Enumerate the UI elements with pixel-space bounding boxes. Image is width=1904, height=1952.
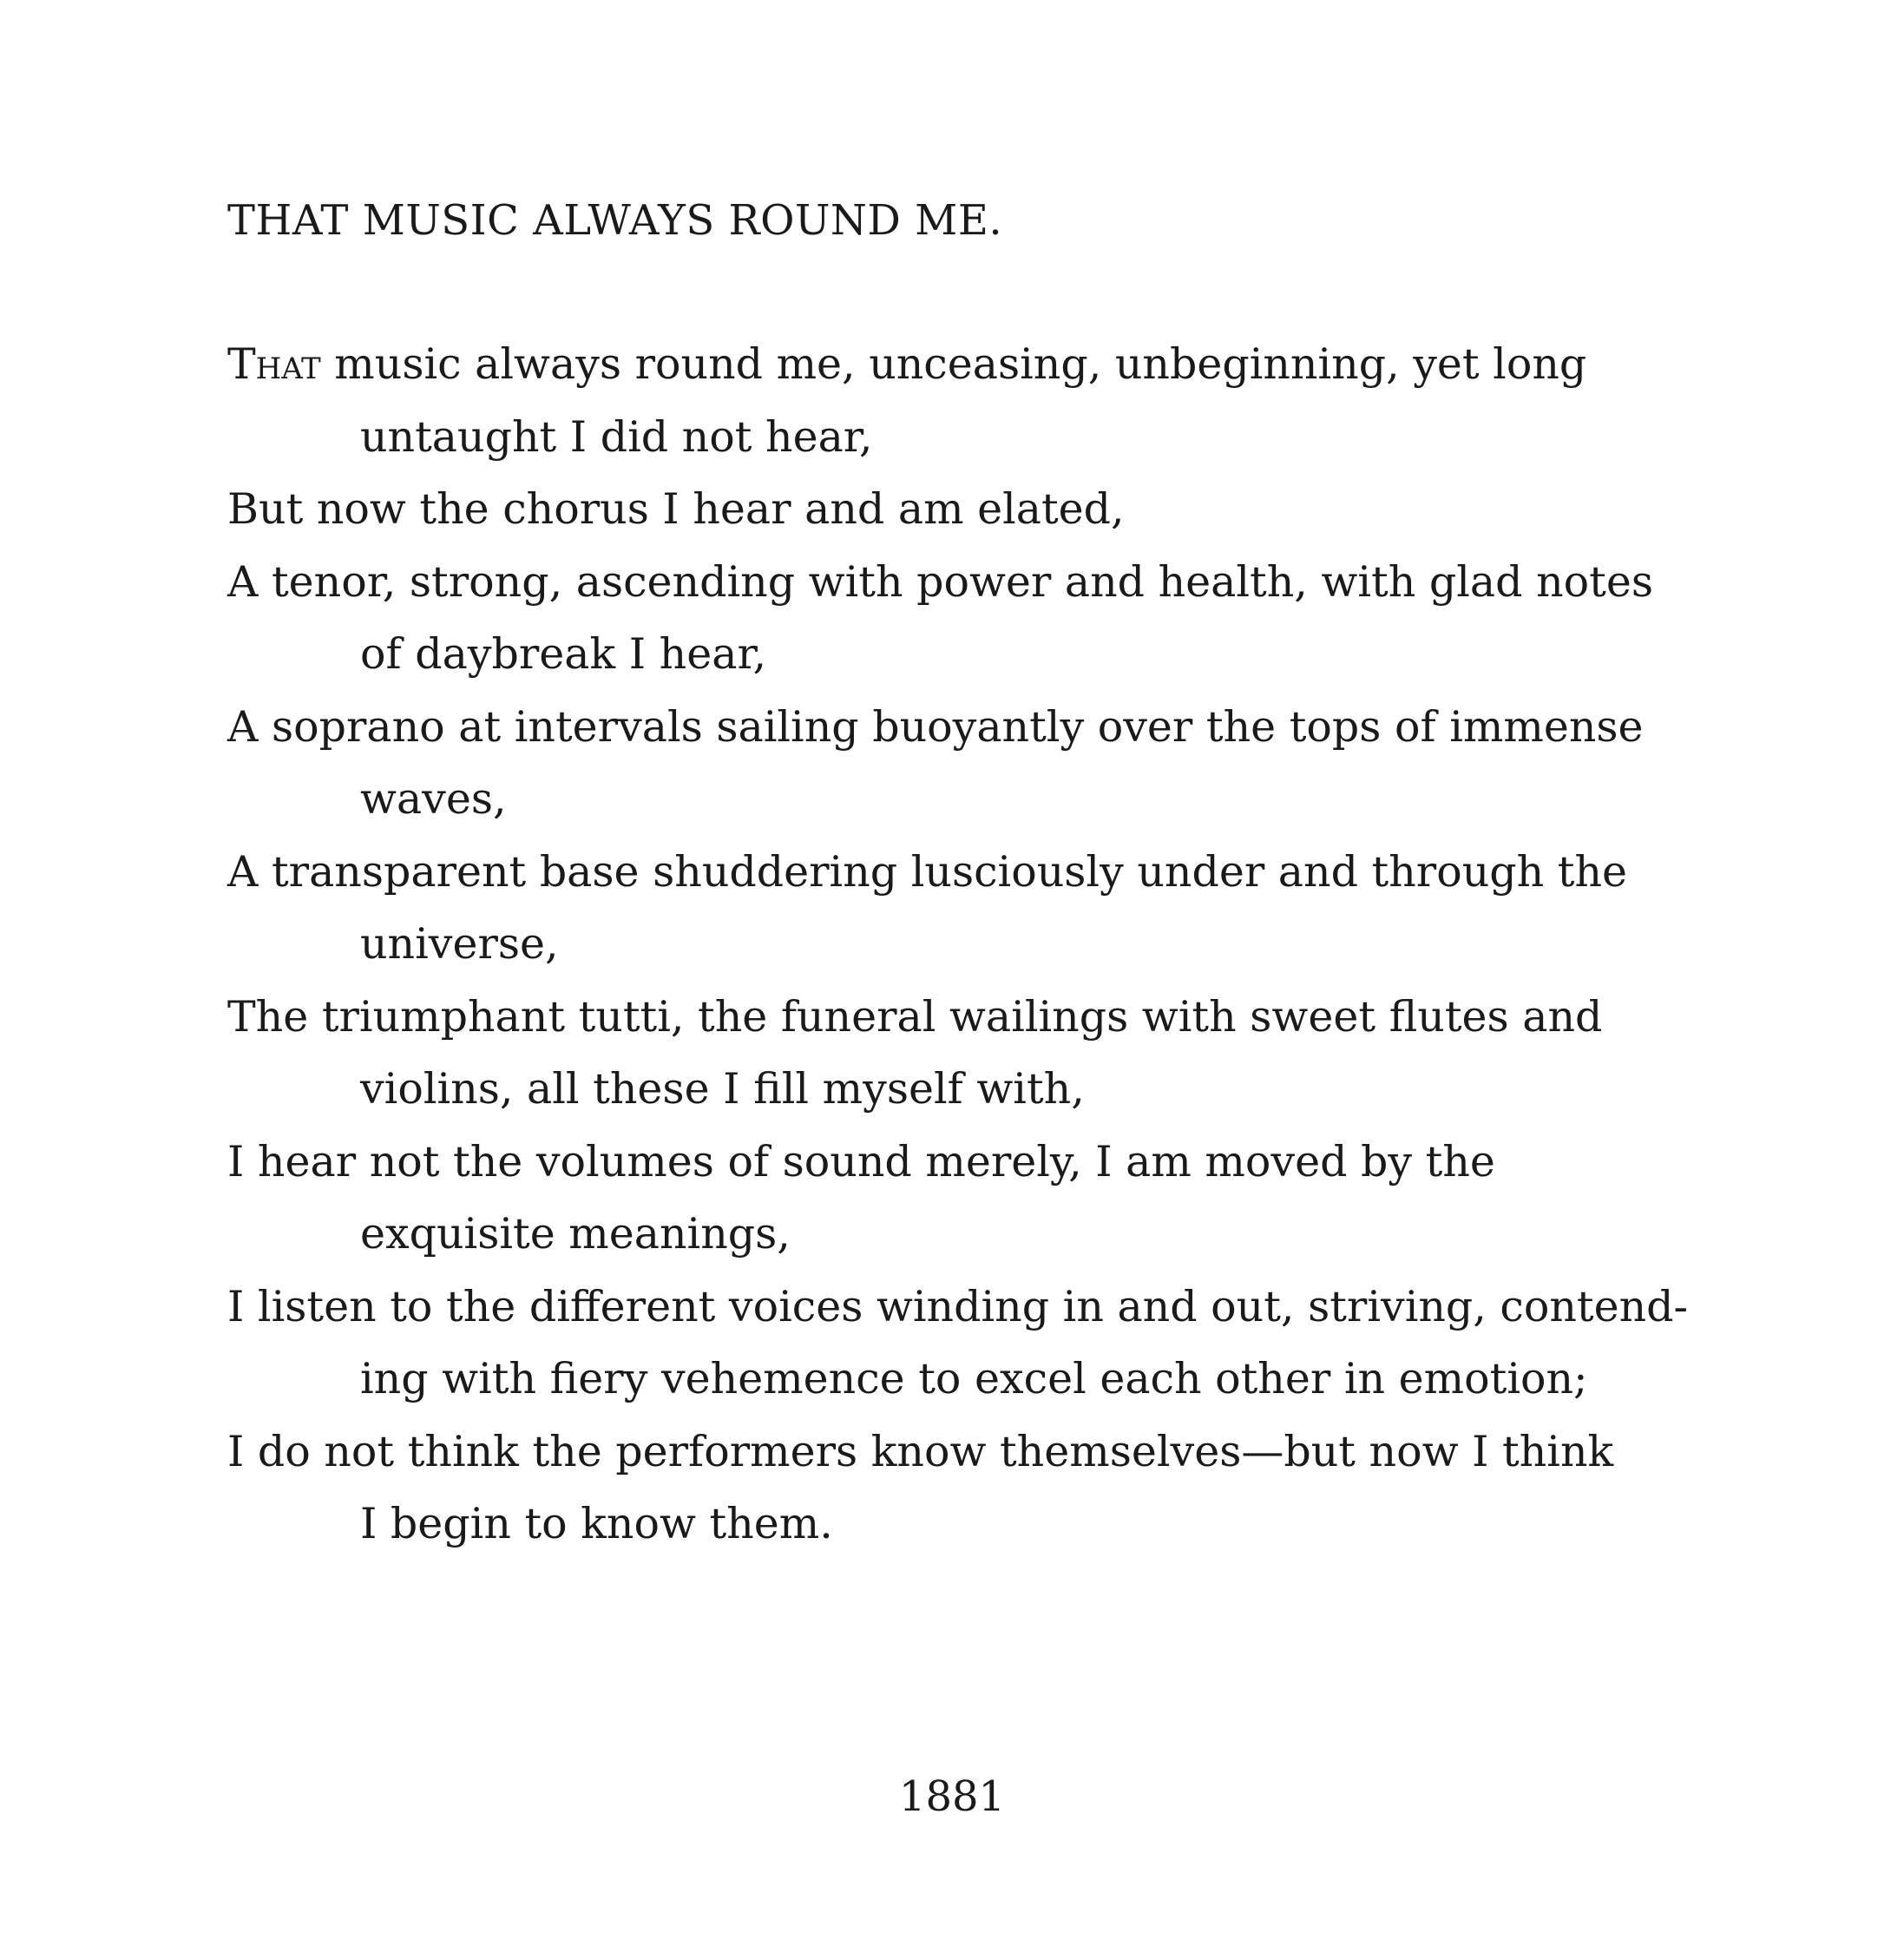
poem-line-continuation: of daybreak I hear, (360, 629, 767, 679)
poem-line: I hear not the volumes of sound merely, I am moved by the (227, 1136, 1495, 1186)
poem-line-continuation: waves, (360, 774, 507, 824)
poem-line-continuation: violins, all these I fill myself with, (360, 1064, 1085, 1114)
poem-line: I listen to the different voices winding in and out, striving, contend- (227, 1281, 1689, 1331)
poem-line: A transparent base shuddering lusciously under and through the (227, 846, 1628, 897)
poem-line-continuation: ing with fiery vehemence to excel each other in emotion; (360, 1354, 1588, 1403)
publication-year: 1881 (898, 1772, 1006, 1821)
poem-line: I do not think the performers know themselves—but now I think (227, 1426, 1614, 1476)
poem-line: A tenor, strong, ascending with power and health, with glad notes (227, 556, 1653, 607)
poem-line-continuation: untaught I did not hear, (360, 411, 873, 462)
poem-line-continuation: universe, (360, 919, 559, 969)
poem-line: The triumphant tutti, the funeral wailings with sweet flutes and (227, 991, 1603, 1042)
opening-line-text: music always round me, unceasing, unbeginning, yet long (320, 339, 1587, 389)
poem-line-continuation: I begin to know them. (360, 1499, 833, 1548)
opening-word: That (227, 339, 321, 389)
poem-line: A soprano at intervals sailing buoyantly over the tops of immense (227, 701, 1644, 752)
poem-line (227, 328, 1789, 401)
poem-line: But now the chorus I hear and am elated, (227, 484, 1125, 534)
poem-line-continuation: exquisite meanings, (360, 1209, 791, 1259)
poem-title: THAT MUSIC ALWAYS ROUND ME. (227, 196, 1003, 245)
poem-body (227, 328, 1789, 1561)
